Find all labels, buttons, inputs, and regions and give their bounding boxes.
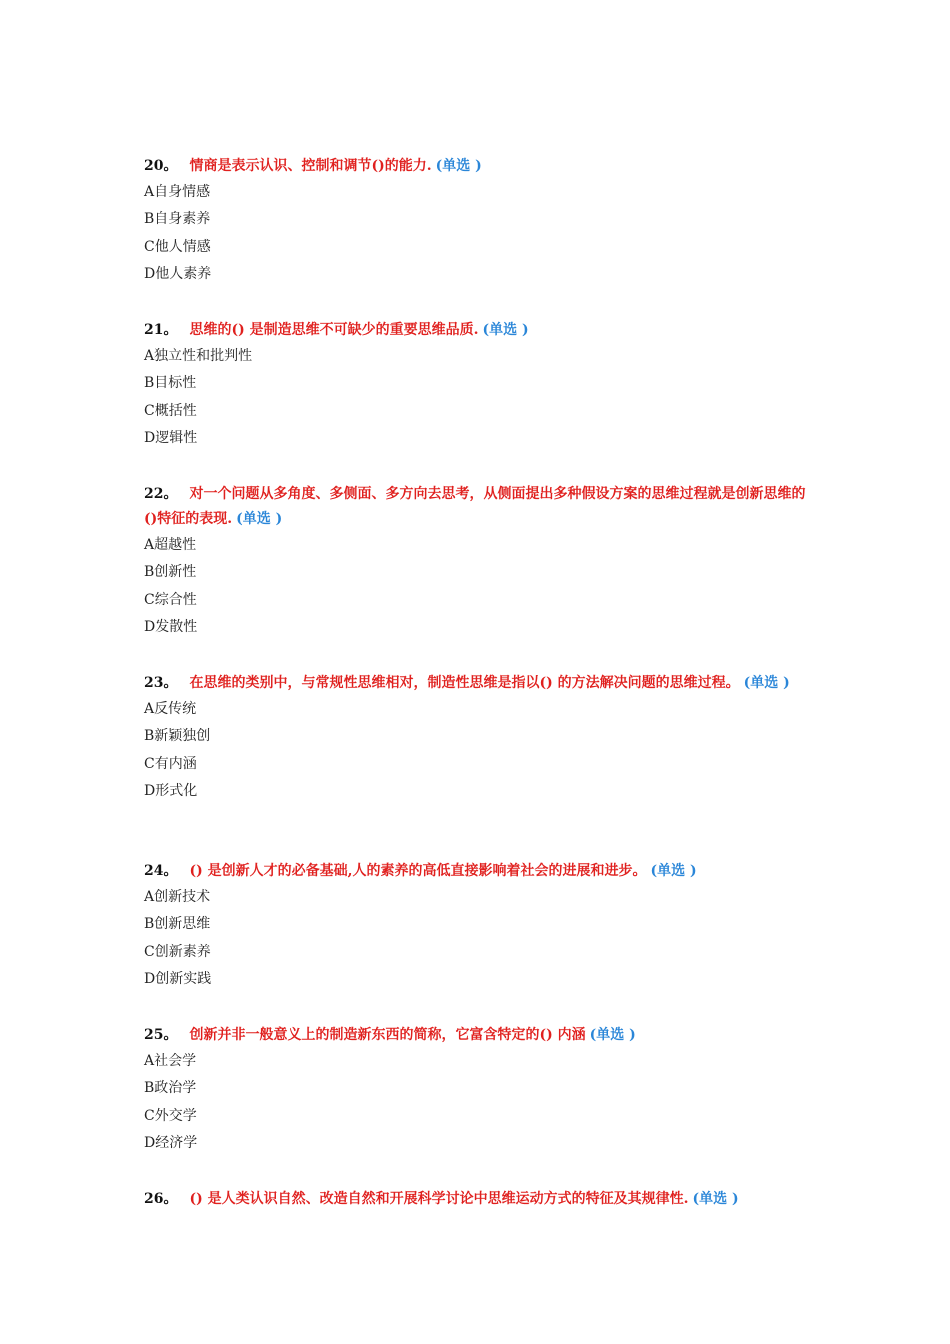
question-type-tag: (单选 ) <box>482 322 529 338</box>
option-b: B创新思维 <box>144 916 211 933</box>
option-a: A创新技术 <box>144 889 211 905</box>
option-c: C综合性 <box>144 591 197 608</box>
question-number: 22。 <box>144 486 178 502</box>
question-24 <box>144 859 809 994</box>
option-d: D经济学 <box>144 1135 198 1152</box>
option-a: A独立性和批判性 <box>144 348 253 364</box>
question-text: 思维的() 是制造思维不可缺少的重要思维品质. <box>189 322 479 338</box>
option-d: D发散性 <box>144 619 198 636</box>
question-text: 对一个问题从多角度、多侧面、多方向去思考，从侧面提出多种假设方案的思维过程就是创新思维的 ()特征的表现. <box>144 486 806 527</box>
question-number: 23。 <box>144 675 178 691</box>
question-text: () 是人类认识自然、改造自然和开展科学讨论中思维运动方式的特征及其规律性. <box>189 1191 689 1207</box>
option-b: B新颖独创 <box>144 728 211 745</box>
question-number: 25。 <box>144 1027 178 1043</box>
question-type-tag: (单选 ) <box>236 511 283 527</box>
question-stem <box>144 1187 809 1212</box>
question-type-tag: (单选 ) <box>692 1191 739 1207</box>
option-c: C他人情感 <box>144 238 211 255</box>
question-stem <box>144 318 809 343</box>
option-b: B创新性 <box>144 564 197 581</box>
question-22 <box>144 482 809 642</box>
question-type-tag: (单选 ) <box>650 863 697 879</box>
question-stem <box>144 671 809 696</box>
option-a: A反传统 <box>144 701 197 717</box>
question-21 <box>144 318 809 453</box>
question-26 <box>144 1187 809 1212</box>
option-b: B自身素养 <box>144 211 211 228</box>
question-23 <box>144 671 809 806</box>
question-number: 20。 <box>144 158 178 174</box>
question-stem <box>144 154 809 179</box>
question-25 <box>144 1023 809 1158</box>
question-text: 创新并非一般意义上的制造新东西的简称，它富含特定的() 内涵 <box>189 1027 586 1043</box>
option-d: D逻辑性 <box>144 430 198 447</box>
question-number: 21。 <box>144 322 178 338</box>
question-text: 在思维的类别中，与常规性思维相对，制造性思维是指以() 的方法解决问题的思维过程。 <box>189 675 740 691</box>
question-number: 24。 <box>144 863 178 879</box>
option-b: B政治学 <box>144 1080 197 1097</box>
option-a: A超越性 <box>144 537 197 553</box>
option-c: C有内涵 <box>144 755 197 772</box>
option-a: A社会学 <box>144 1053 197 1069</box>
question-type-tag: (单选 ) <box>743 675 790 691</box>
question-stem <box>144 482 809 532</box>
question-text: 情商是表示认识、控制和调节()的能力. <box>189 158 432 174</box>
question-number: 26。 <box>144 1191 178 1207</box>
question-20 <box>144 154 809 289</box>
question-stem <box>144 1023 809 1048</box>
option-d: D形式化 <box>144 783 198 800</box>
option-d: D他人素养 <box>144 266 212 283</box>
option-c: C外交学 <box>144 1107 197 1124</box>
option-a: A自身情感 <box>144 184 211 200</box>
question-type-tag: (单选 ) <box>589 1027 636 1043</box>
question-stem <box>144 859 809 884</box>
option-c: C概括性 <box>144 402 197 419</box>
question-type-tag: (单选 ) <box>435 158 482 174</box>
question-text: () 是创新人才的必备基础,人的素养的高低直接影响着社会的进展和进步。 <box>189 863 647 879</box>
option-b: B目标性 <box>144 375 197 392</box>
option-c: C创新素养 <box>144 943 211 960</box>
option-d: D创新实践 <box>144 971 212 988</box>
